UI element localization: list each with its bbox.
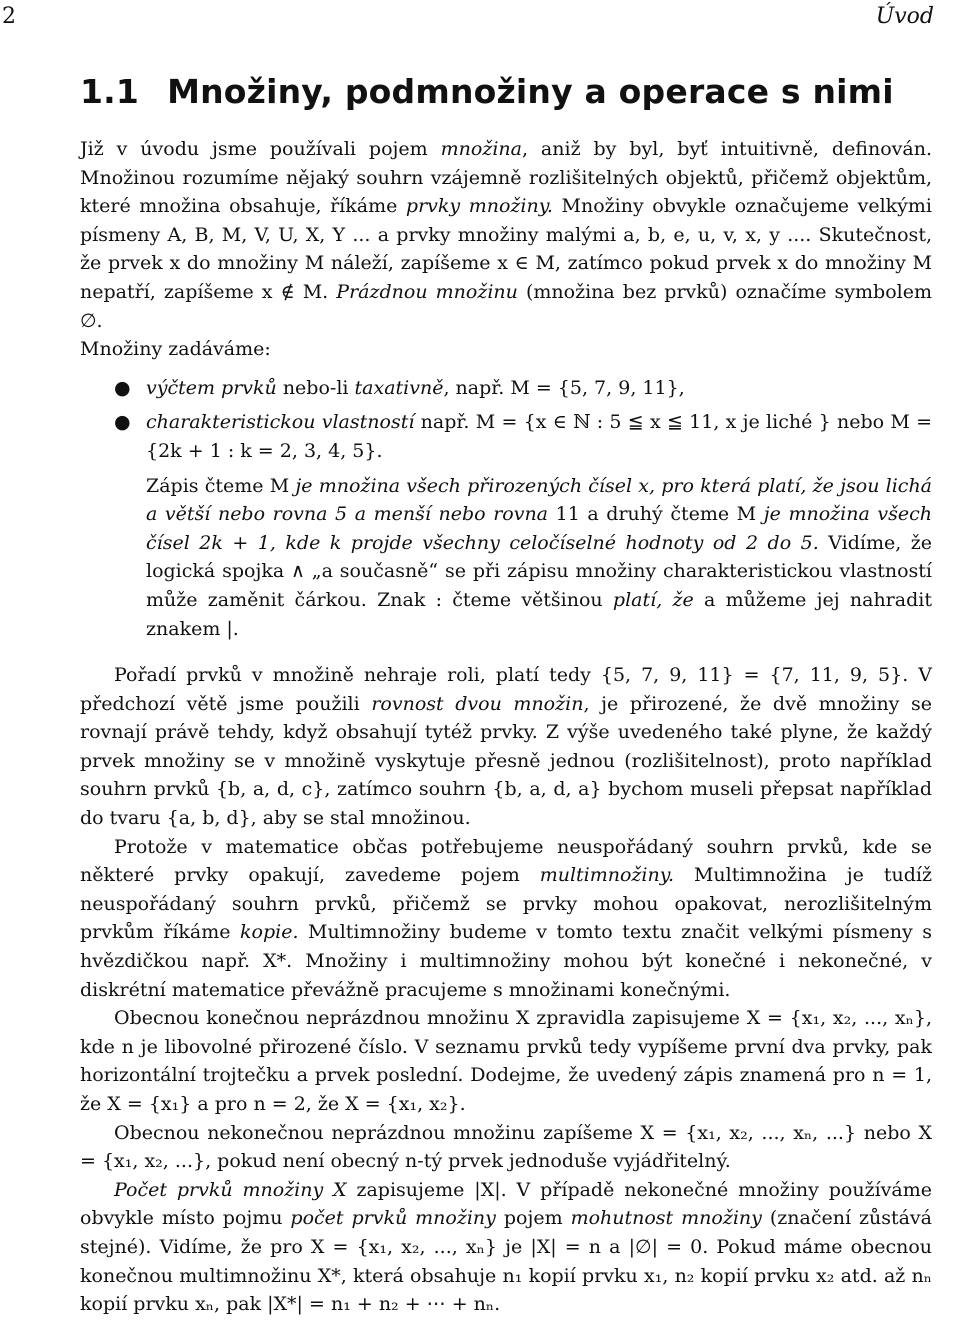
bullet-icon: ● (114, 411, 131, 434)
paragraph-multiset: Protože v matematice občas potřebujeme neuspořádaný souhrn prvků, kde se některé prvky opakují, zavedeme pojem multimnožiny. Multimnožina je tudíž neuspořádaný souhrn prvků, přičemž se prvky mohou opakovat, nerozlišitelným prvkům říkáme kopie. Multimnožiny budeme v tomto textu značit velkými písmeny s hvězdičkou např. X*. Množiny i multimnožiny mohou být konečné i nekonečné, v diskrétní matematice převážně pracujeme s množinami konečnými. (80, 835, 932, 1001)
paragraph-explanation: Zápis čteme M je množina všech přirozených čísel x, pro která platí, že jsou lichá a větší nebo rovna 5 a menší nebo rovna 11 a druhý čteme M je množina všech čísel 2k + 1, kde k projde všechny celočíselné hodnoty od 2 do 5. Vidíme, že logická spojka ∧ „a současně“ se při zápisu množiny charakteristickou vlastností může zaměnit čárkou. Znak : čteme většinou platí, že a můžeme jej nahradit znakem |. (146, 474, 933, 640)
chapter-title: Úvod (875, 4, 934, 29)
page-number: 2 (2, 4, 16, 29)
paragraph-list-intro: Množiny zadáváme: (80, 338, 271, 361)
paragraph-cardinality: Počet prvků množiny X zapisujeme |X|. V případě nekonečné množiny používáme obvykle místo pojmu počet prvků množiny pojem mohutnost množiny (značení zůstává stejné). Vidíme, že pro X = {x₁, x₂, ..., xₙ} je |X| = n a |∅| = 0. Pokud máme obecnou konečnou multimnožinu X*, která obsahuje n₁ kopií prvku x₁, n₂ kopií prvku x₂ atd. až nₙ kopií prvku xₙ, pak |X*| = n₁ + n₂ + ⋯ + nₙ. (80, 1178, 932, 1316)
body-text (80, 135, 932, 1319)
paragraph-finite-set: Obecnou konečnou neprázdnou množinu X zpravidla zapisujeme X = {x₁, x₂, ..., xₙ}, kde n je libovolné přirozené číslo. V seznamu prvků tedy vypíšeme první dva prvky, pak horizontální trojtečku a prvek poslední. Dodejme, že uvedený zápis znamená pro n = 1, že X = {x₁} a pro n = 2, že X = {x₁, x₂}. (80, 1007, 932, 1115)
paragraph-infinite-set: Obecnou nekonečnou neprázdnou množinu zapíšeme X = {x₁, x₂, ..., xₙ, ...} nebo X = {x₁, x₂, ...}, pokud není obecný n-tý prvek jednoduše vyjádřitelný. (80, 1121, 932, 1173)
section-title: Množiny, podmnožiny a operace s nimi (167, 72, 894, 111)
paragraph-order: Pořadí prvků v množině nehraje roli, platí tedy {5, 7, 9, 11} = {7, 11, 9, 5}. V předchozí větě jsme použili rovnost dvou množin, je přirozené, že dvě množiny se rovnají právě tehdy, když obsahují tytéž prvky. Z výše uvedeného také plyne, že každý prvek množiny se v množině vyskytuje přesně jednou (rozlišitelnost), proto například souhrn prvků {b, a, d, c}, zatímco souhrn {b, a, d, a} bychom museli přepsat například do tvaru {a, b, d}, aby se stal množinou. (80, 664, 933, 830)
list-item: ● výčtem prvků nebo-li taxativně, např. M = {5, 7, 9, 11}, (80, 374, 932, 403)
section-number: 1.1 (80, 72, 140, 111)
running-header (0, 4, 960, 36)
definition-list (80, 374, 932, 466)
paragraph-definition: Již v úvodu jsme používali pojem množina, aniž by byl, byť intuitivně, definován. Množinou rozumíme nějaký souhrn vzájemně rozlišitelných objektů, přičemž objektům, které množina obsahuje, říkáme prvky množiny. Množiny obvykle označujeme velkými písmeny A, B, M, V, U, X, Y ... a prvky množiny malými a, b, e, u, v, x, y .... Skutečnost, že prvek x do množiny M náleží, zapíšeme x ∈ M, zatímco pokud prvek x do množiny M nepatří, zapíšeme x ∉ M. Prázdnou množinu (množina bez prvků) označíme symbolem ∅. (80, 138, 932, 332)
list-item: ● charakteristickou vlastností např. M = {x ∈ ℕ : 5 ≦ x ≦ 11, x je liché } nebo M = {2k + 1 : k = 2, 3, 4, 5}. (80, 408, 932, 465)
bullet-icon: ● (114, 376, 131, 399)
section-heading (80, 72, 894, 111)
